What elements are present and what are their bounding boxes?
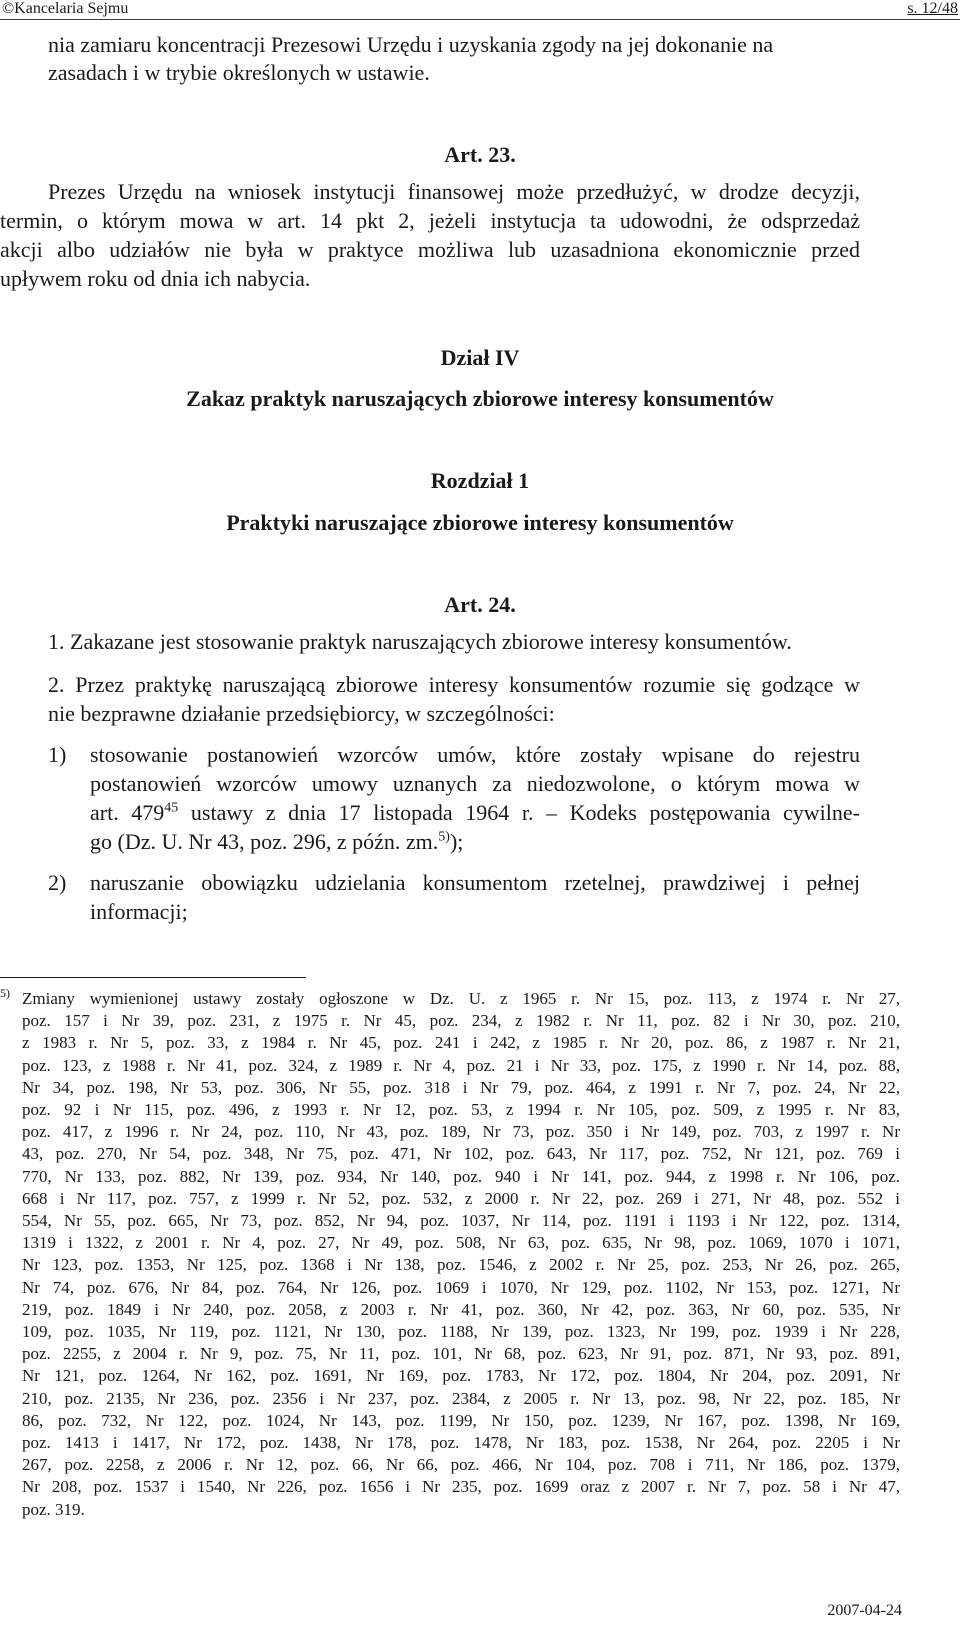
footnote-line: 770, Nr 133, poz. 882, Nr 139, poz. 934, Nr 140, poz. 940 i Nr 141, poz. 944, z 1998 r. Nr 106, poz.	[22, 1166, 900, 1186]
item-2-line-2: informacji;	[90, 899, 188, 924]
footnote-line: Nr 121, poz. 1264, Nr 162, poz. 1691, Nr 169, poz. 1783, Nr 172, poz. 1804, Nr 204, poz. 2091, Nr	[22, 1366, 900, 1386]
footnote-line: Nr 74, poz. 676, Nr 84, poz. 764, Nr 126, poz. 1069 i 1070, Nr 129, poz. 1102, Nr 153, poz. 1271, Nr	[22, 1277, 900, 1297]
art-24-paragraph-2-line-2: nie bezprawne działanie przedsiębiorcy, w szczególności:	[48, 701, 555, 726]
item-1-line-4-end: );	[449, 829, 464, 854]
continuation-line-2: zasadach i w trybie określonych w ustawie.	[48, 60, 430, 85]
item-2-number: 2)	[48, 870, 67, 895]
item-1-line-1: stosowanie postanowień wzorców umów, które zostały wpisane do rejestru	[90, 742, 860, 767]
footnote-line: 219, poz. 1849 i Nr 240, poz. 2058, z 2003 r. Nr 41, poz. 360, Nr 42, poz. 363, Nr 60, poz. 535, Nr	[22, 1299, 900, 1319]
item-1-line-3-rest: ustawy z dnia 17 listopada 1964 r. – Kodeks postępowania cywilne-	[178, 800, 860, 825]
footnote-divider	[0, 977, 306, 978]
footer-date: 2007-04-24	[827, 1602, 902, 1619]
footnote-marker: 5)	[0, 986, 10, 1000]
article-superscript: 45	[164, 800, 179, 816]
footnote-line: poz. 2255, z 2004 r. Nr 9, poz. 75, Nr 11, poz. 101, Nr 68, poz. 623, Nr 91, poz. 871, Nr 93, poz. 891,	[22, 1344, 900, 1364]
art-23-line-2: termin, o którym mowa w art. 14 pkt 2, jeżeli instytucja ta udowodni, że odsprzedaż	[0, 208, 860, 233]
division-title: Zakaz praktyk naruszających zbiorowe interesy konsumentów	[186, 386, 774, 411]
footnote-line: Nr 123, poz. 1353, Nr 125, poz. 1368 i Nr 138, poz. 1546, z 2002 r. Nr 25, poz. 253, Nr 26, poz. 265,	[22, 1255, 900, 1275]
art-23-line-4: upływem roku od dnia ich nabycia.	[0, 266, 311, 291]
footnote-line: poz. 319.	[22, 1499, 85, 1519]
art-23-line-3: akcji albo udziałów nie była w praktyce możliwa lub uzasadniona ekonomicznie przed	[0, 237, 860, 262]
item-2-line-1: naruszanie obowiązku udzielania konsumentom rzetelnej, prawdziwej i pełnej	[90, 870, 860, 895]
footnote-line: 1319 i 1322, z 2001 r. Nr 4, poz. 27, Nr 49, poz. 508, Nr 63, poz. 635, Nr 98, poz. 1069, 1070 i 1071,	[22, 1233, 900, 1253]
footnote-line: 554, Nr 55, poz. 665, Nr 73, poz. 852, Nr 94, poz. 1037, Nr 114, poz. 1191 i 1193 i Nr 122, poz. 1314,	[22, 1211, 900, 1231]
continuation-line-1: nia zamiaru koncentracji Prezesowi Urzędu i uzyskania zgody na jej dokonanie na	[48, 32, 774, 57]
item-1-line-3	[90, 798, 860, 827]
art-23-heading: Art. 23.	[444, 142, 516, 167]
footnote-line: poz. 123, z 1988 r. Nr 41, poz. 324, z 1989 r. Nr 4, poz. 21 i Nr 33, poz. 175, z 1990 r. Nr 14, poz. 88,	[22, 1055, 900, 1075]
header-divider	[0, 19, 960, 20]
footnote-reference[interactable]: 5)	[438, 829, 450, 845]
footnote-line: poz. 157 i Nr 39, poz. 231, z 1975 r. Nr 45, poz. 234, z 1982 r. Nr 11, poz. 82 i Nr 30, poz. 210,	[22, 1011, 900, 1031]
art-23-line-1: Prezes Urzędu na wniosek instytucji finansowej może przedłużyć, w drodze decyzji,	[48, 179, 860, 204]
item-1-number: 1)	[48, 742, 67, 767]
item-1-line-4	[90, 827, 463, 856]
footnote-line: 210, poz. 2135, Nr 236, poz. 2356 i Nr 237, poz. 2384, z 2005 r. Nr 13, poz. 98, Nr 22, poz. 185, Nr	[22, 1388, 900, 1408]
footnote	[0, 988, 900, 1521]
art-24-paragraph-1: 1. Zakazane jest stosowanie praktyk naruszających zbiorowe interesy konsumentów.	[48, 629, 792, 654]
item-1-line-3-start: art. 479	[90, 800, 165, 825]
item-1-line-2: postanowień wzorców umowy uznanych za niedozwolone, o którym mowa w	[90, 771, 860, 796]
footnote-line: 668 i Nr 117, poz. 757, z 1999 r. Nr 52, poz. 532, z 2000 r. Nr 22, poz. 269 i 271, Nr 48, poz. 552 i	[22, 1188, 900, 1208]
footnote-line: 86, poz. 732, Nr 122, poz. 1024, Nr 143, poz. 1199, Nr 150, poz. 1239, Nr 167, poz. 1398, Nr 169,	[22, 1410, 900, 1430]
chapter-title: Praktyki naruszające zbiorowe interesy konsumentów	[226, 510, 734, 535]
footnote-line: 43, poz. 270, Nr 54, poz. 348, Nr 75, poz. 471, Nr 102, poz. 643, Nr 117, poz. 752, Nr 121, poz. 769 i	[22, 1144, 900, 1164]
art-24-paragraph-2-line-1: 2. Przez praktykę naruszającą zbiorowe interesy konsumentów rozumie się godzące w	[48, 672, 860, 697]
footnote-line: Zmiany wymienionej ustawy zostały ogłoszone w Dz. U. z 1965 r. Nr 15, poz. 113, z 1974 r. Nr 27,	[22, 989, 900, 1008]
footnote-line: Nr 208, poz. 1537 i 1540, Nr 226, poz. 1656 i Nr 235, poz. 1699 oraz z 2007 r. Nr 7, poz. 58 i Nr 47,	[22, 1477, 900, 1497]
footnote-line: z 1983 r. Nr 5, poz. 33, z 1984 r. Nr 45, poz. 241 i 242, z 1985 r. Nr 20, poz. 86, z 1987 r. Nr 21,	[22, 1033, 900, 1053]
header-copyright: ©Kancelaria Sejmu	[2, 0, 129, 17]
footnote-line: poz. 417, z 1996 r. Nr 24, poz. 110, Nr 43, poz. 189, Nr 73, poz. 350 i Nr 149, poz. 703, z 1997 r. Nr	[22, 1122, 900, 1142]
footnote-line: poz. 92 i Nr 115, poz. 496, z 1993 r. Nr 12, poz. 53, z 1994 r. Nr 105, poz. 509, z 1995 r. Nr 83,	[22, 1100, 900, 1120]
footnote-line: 267, poz. 2258, z 2006 r. Nr 12, poz. 66, Nr 66, poz. 466, Nr 104, poz. 708 i 711, Nr 186, poz. 1379,	[22, 1455, 900, 1475]
page-number-link[interactable]: s. 12/48	[907, 0, 958, 17]
division-label: Dział IV	[440, 345, 520, 370]
footnote-line: 109, poz. 1035, Nr 119, poz. 1121, Nr 130, poz. 1188, Nr 139, poz. 1323, Nr 199, poz. 1939 i Nr 228,	[22, 1322, 900, 1342]
footnote-line: poz. 1413 i 1417, Nr 172, poz. 1438, Nr 178, poz. 1478, Nr 183, poz. 1538, Nr 264, poz. 2205 i Nr	[22, 1433, 900, 1453]
footnote-text	[0, 988, 900, 1521]
chapter-label: Rozdział 1	[430, 468, 530, 493]
footnote-line: Nr 34, poz. 198, Nr 53, poz. 306, Nr 55, poz. 318 i Nr 79, poz. 464, z 1991 r. Nr 7, poz. 24, Nr 22,	[22, 1077, 900, 1097]
header-page-number[interactable]	[907, 0, 958, 18]
art-24-heading: Art. 24.	[444, 592, 516, 617]
item-1-line-4-start: go (Dz. U. Nr 43, poz. 296, z późn. zm.	[90, 829, 439, 854]
